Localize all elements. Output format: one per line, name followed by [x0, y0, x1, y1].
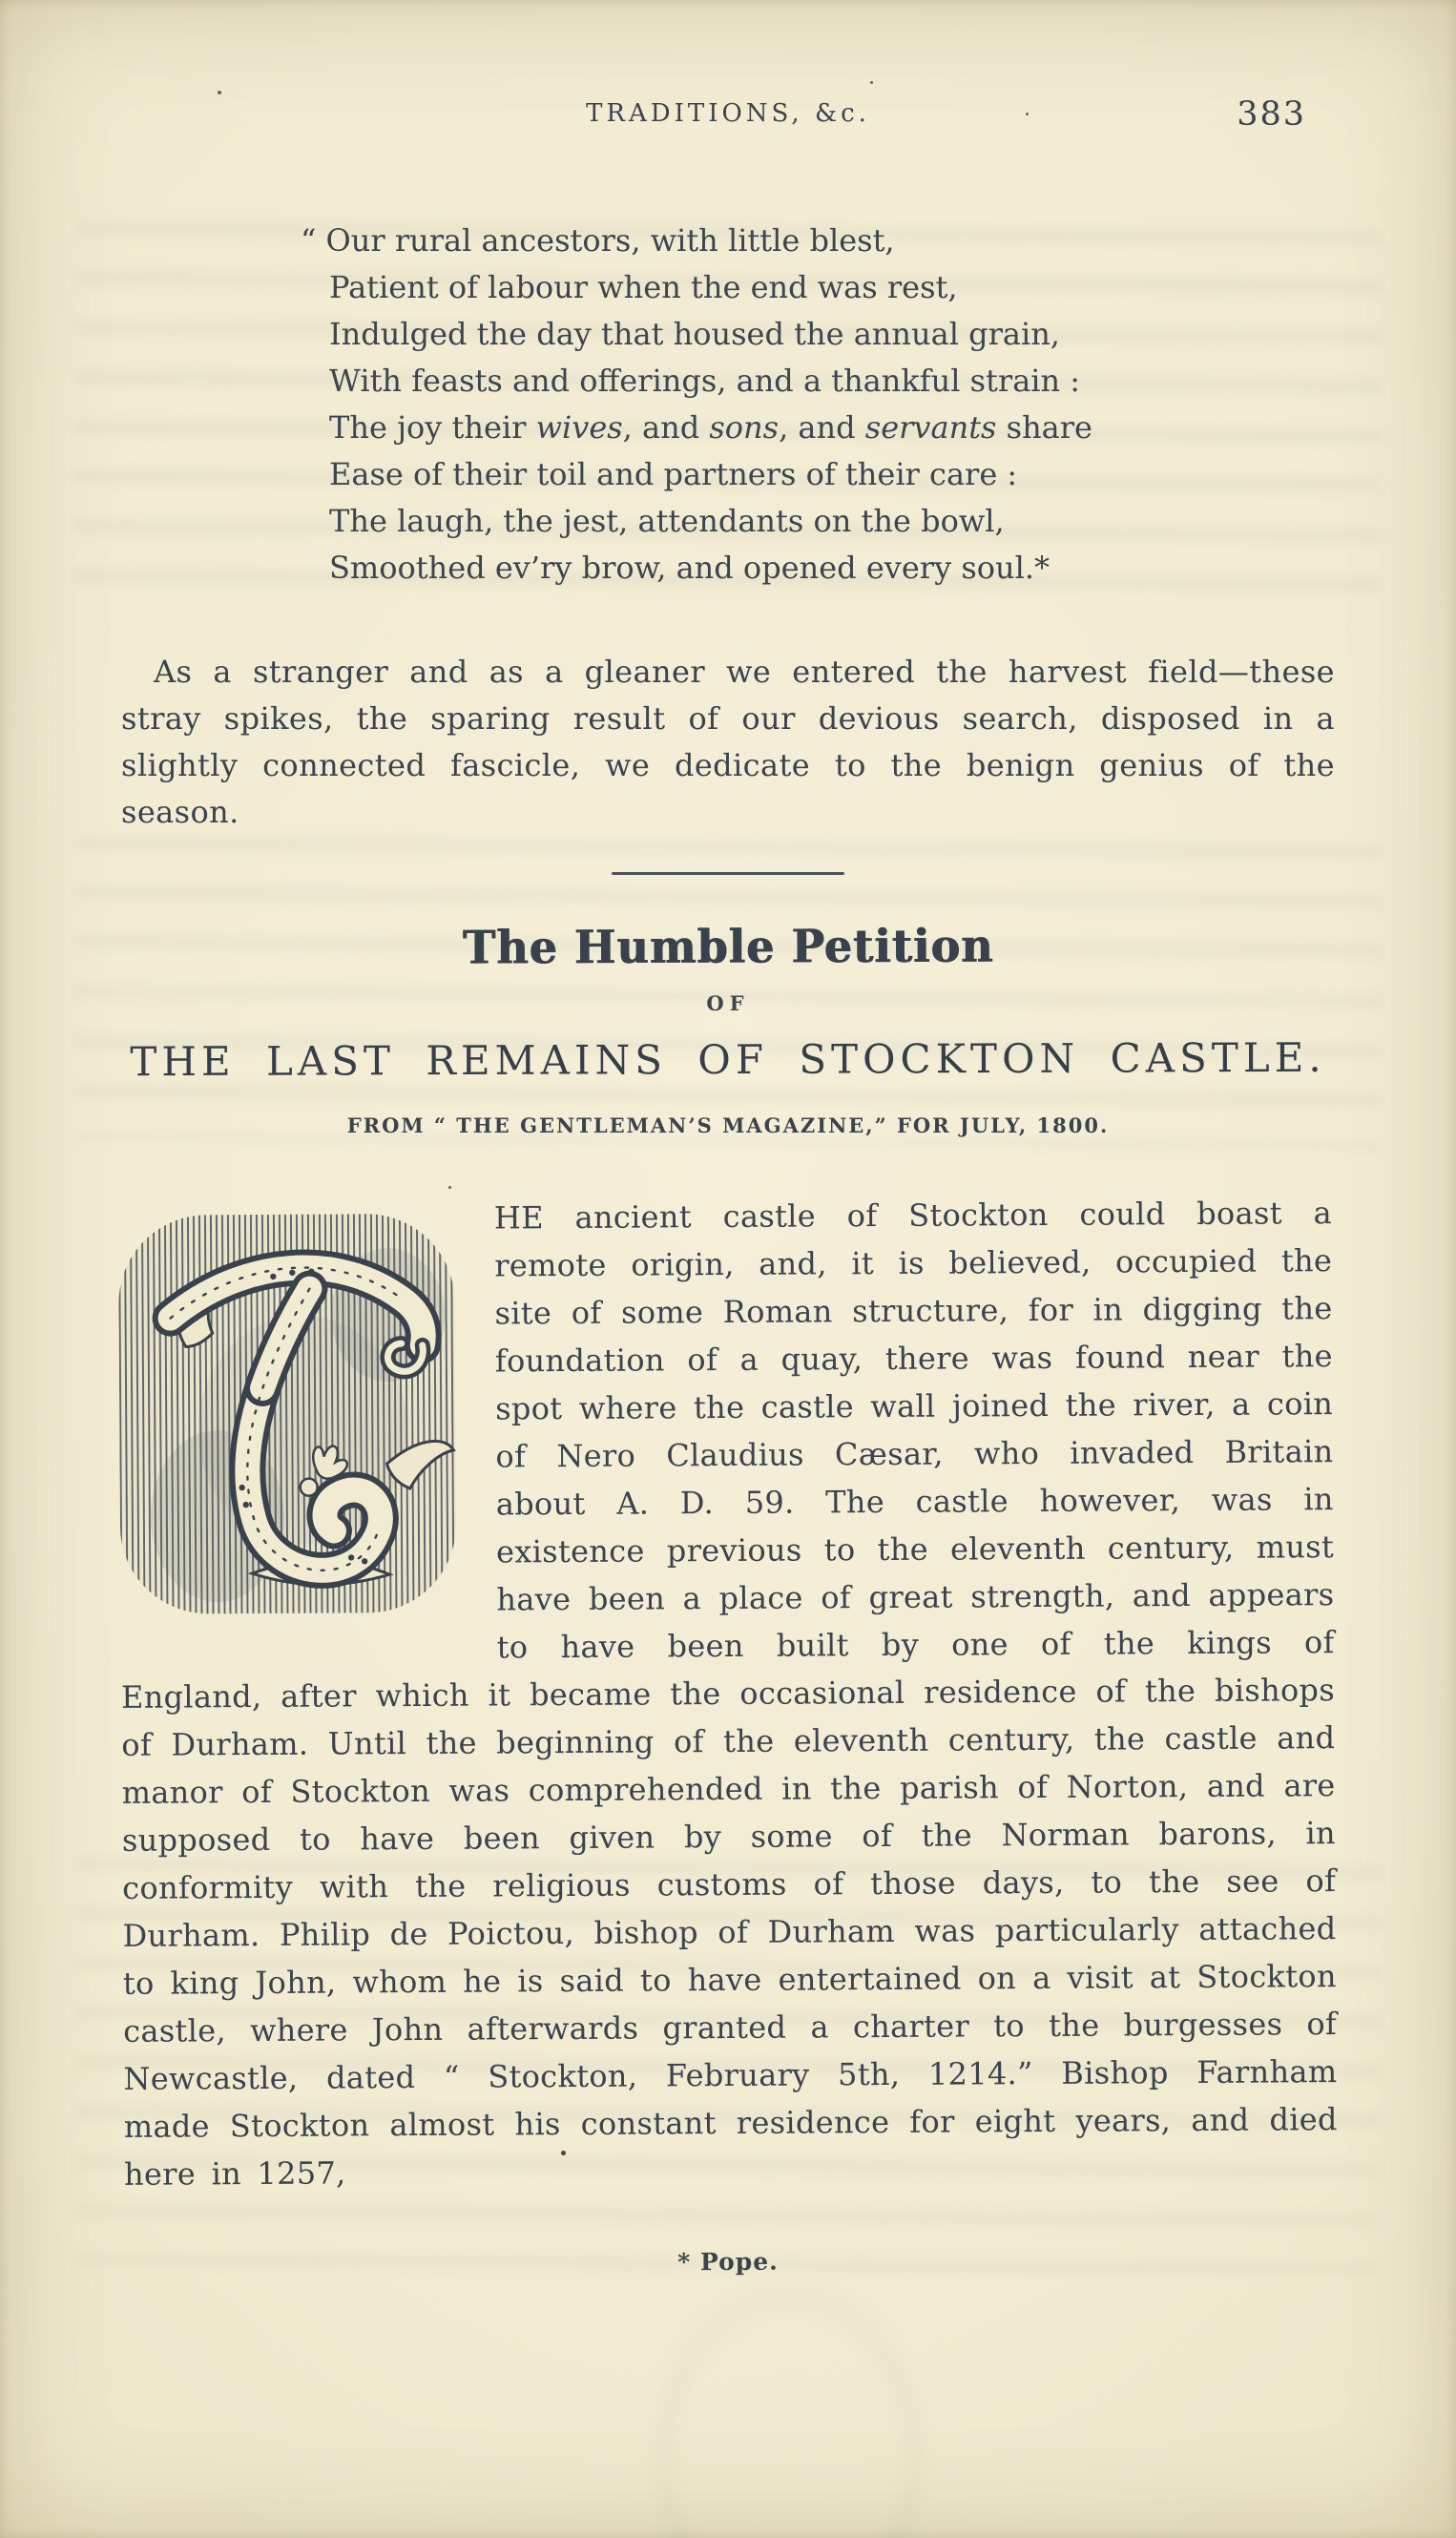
poem-line-text: Smoothed ev’ry brow, and opened every soul.*	[329, 550, 1050, 586]
poem-line-text: Patient of labour when the end was rest,	[329, 269, 958, 305]
poem-line-text: Indulged the day that housed the annual grain,	[329, 316, 1060, 352]
poem-line	[329, 545, 1456, 592]
poem-line-text: , and	[622, 409, 710, 446]
poem-line	[329, 311, 1456, 358]
poem-quote	[301, 218, 1456, 592]
poem-line	[329, 498, 1456, 545]
poem-line	[329, 451, 1456, 498]
poem-italic-word: servants	[864, 409, 997, 446]
source-citation: FROM “ THE GENTLEMAN’S MAGAZINE,” FOR JULY, 1800.	[346, 1113, 1110, 1137]
poem-italic-word: wives	[535, 409, 623, 446]
page-number: 383	[1237, 95, 1306, 134]
article-body	[118, 1189, 1338, 2198]
petition-heading-blackletter: The Humble Petition	[462, 918, 994, 975]
poem-line	[301, 218, 1456, 264]
poem-italic-word: sons	[709, 409, 780, 446]
poem-line-text: , and	[779, 409, 865, 446]
poem-line-text: The joy their	[329, 409, 536, 446]
poem-line	[329, 358, 1456, 405]
article-text: HE ancient castle of Stockton could boast a remote origin, and, it is believed, occupied the site of some Roman structure, for in digging the foundation of a quay, there was found near the spot where the castle wall joined the river, a coin of Nero Claudius Cæsar, who invaded Britain about A. D. 59. The castle however, was in existence previous to the eleventh century, must have been a place of great strength, and appears to have been built by one of the kings of England, after which it became the occasional residence of the bishops of Durham. Until the beginning of the eleventh century, the castle and manor of Stockton was comprehended in the parish of Norton, and are supposed to have been given by some of the Norman barons, in conformity with the religious customs of those days, to the see of Durham. Philip de Poictou, bishop of Durham was particularly attached to king John, whom he is said to have entertained on a visit at Stockton castle, where John afterwards granted a charter to the burgesses of Newcastle, dated “ Stockton, February 5th, 1214.” Bishop Farnham made Stockton almost his constant residence for eight years, and died here in 1257,	[120, 1195, 1338, 2193]
poem-line-text: The laugh, the jest, attendants on the bowl,	[329, 503, 1005, 539]
of-label: OF	[706, 991, 750, 1015]
poem-line-text: “ Our rural ancestors, with little blest,	[301, 222, 895, 259]
poem-line-text: With feasts and offerings, and a thankful strain :	[329, 363, 1081, 399]
footnote-pope: * Pope.	[677, 2247, 779, 2277]
intro-paragraph: As a stranger and as a gleaner we entered the harvest field—these stray spikes, the sparing result of our devious search, disposed in a slightly connected fascicle, we dedicate to the benign genius of the season.	[121, 654, 1335, 830]
poem-line	[329, 405, 1456, 451]
section-divider-rule	[612, 872, 844, 875]
poem-line-text: Ease of their toil and partners of their care :	[329, 456, 1018, 492]
drop-cap-engraving	[111, 1200, 472, 1628]
article-main-title: THE LAST REMAINS OF STOCKTON CASTLE.	[130, 1033, 1326, 1086]
running-title: TRADITIONS, &c.	[586, 99, 870, 128]
bleedthrough-artifact	[658, 2290, 920, 2538]
poem-line	[329, 264, 1456, 311]
poem-line-text: share	[996, 409, 1092, 446]
paper-speck	[448, 1186, 451, 1189]
